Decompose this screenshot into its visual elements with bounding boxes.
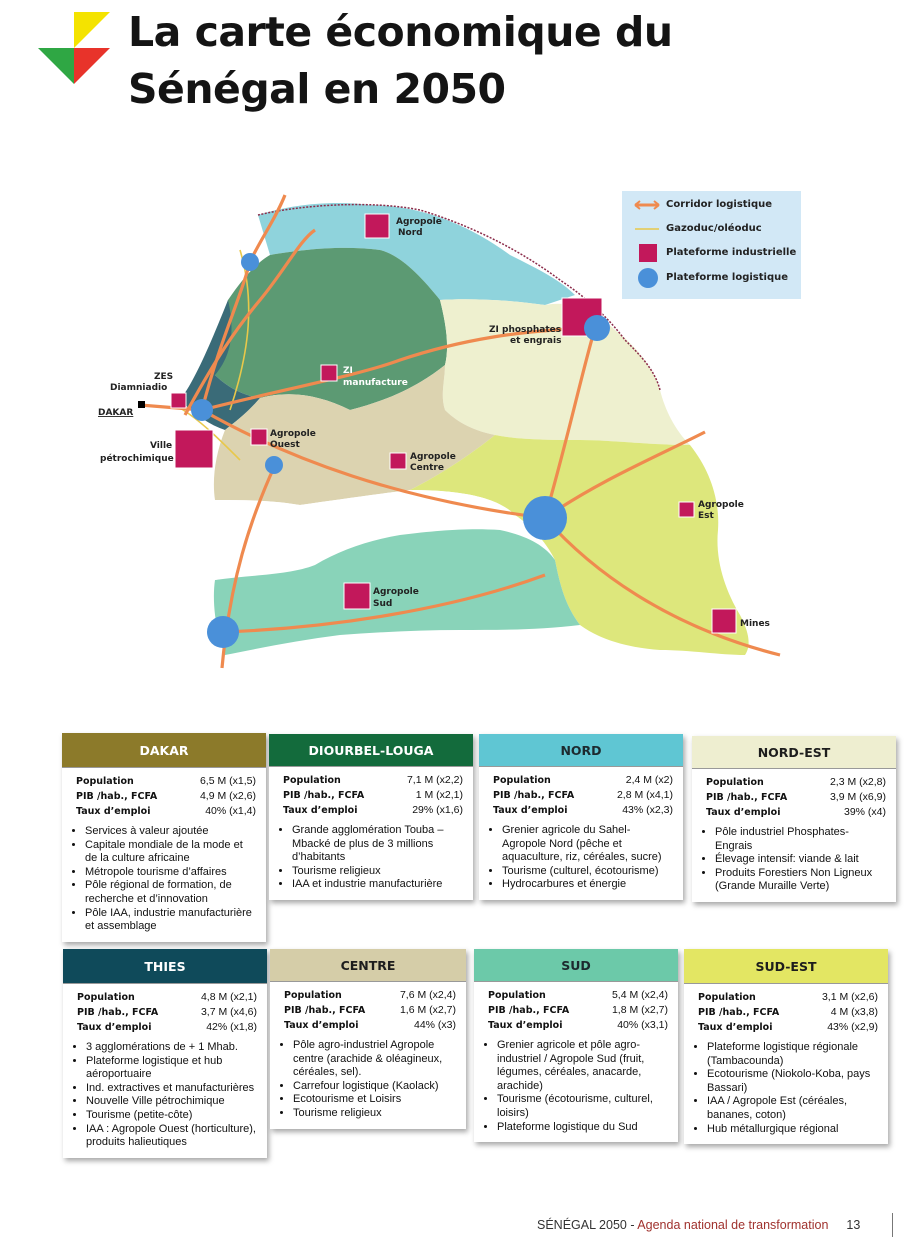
label-zi-manu-1: ZI	[343, 366, 353, 376]
stat-value-population: 7,1 M (x2,2)	[406, 774, 463, 786]
footer-brand: SÉNÉGAL 2050	[537, 1218, 627, 1232]
list-item: • Carrefour logistique (Kaolack)	[293, 1080, 456, 1094]
stat-row-emploi	[702, 805, 886, 820]
label-ville-2: pétrochimique	[100, 454, 174, 464]
region-card-title: NORD-EST	[692, 736, 896, 768]
stat-value-population: 2,3 M (x2,8)	[829, 776, 886, 788]
list-item: • Nouvelle Ville pétrochimique	[86, 1095, 257, 1109]
list-item: • 3 agglomérations de + 1 Mhab.	[86, 1041, 257, 1055]
footer-divider	[892, 1213, 893, 1237]
logistic-zi	[584, 315, 610, 341]
stat-label-population: Population	[77, 992, 135, 1003]
stat-row-population	[73, 990, 257, 1005]
flag-logo-icon	[38, 12, 110, 84]
footer	[537, 1218, 860, 1232]
stat-value-population: 4,8 M (x2,1)	[200, 991, 257, 1003]
stat-row-emploi	[73, 1020, 257, 1035]
region-diourbel-louga-shape	[215, 248, 447, 410]
region-card-title: DAKAR	[62, 733, 266, 767]
industrial-agropole-sud	[344, 583, 370, 609]
stat-value-emploi: 40% (x3,1)	[617, 1019, 668, 1031]
list-item: • Plateforme logistique du Sud	[497, 1121, 668, 1135]
list-item: • Plateforme logistique et hub aéroportuaire	[86, 1055, 257, 1082]
list-item: • Tourisme (écotourisme, culturel, loisirs)	[497, 1093, 668, 1120]
stat-label-population: Population	[284, 990, 342, 1001]
stat-label-population: Population	[283, 775, 341, 786]
region-card-title: CENTRE	[270, 949, 466, 981]
stat-label-pib: PIB /hab., FCFA	[283, 790, 365, 801]
label-agropole-centre-2: Centre	[410, 463, 444, 473]
region-card-thies	[63, 949, 267, 1158]
stat-row-emploi	[72, 804, 256, 819]
footer-sep: -	[626, 1218, 638, 1232]
stat-value-population: 3,1 M (x2,6)	[821, 991, 878, 1003]
stat-row-pib	[279, 788, 463, 803]
stat-label-population: Population	[698, 992, 756, 1003]
stat-value-pib: 1,8 M (x2,7)	[611, 1004, 668, 1016]
stat-row-population	[279, 773, 463, 788]
stat-row-pib	[73, 1005, 257, 1020]
stat-label-pib: PIB /hab., FCFA	[488, 1005, 570, 1016]
region-card-body	[63, 983, 267, 1158]
list-item: • Élevage intensif: viande & lait	[715, 853, 886, 867]
list-item: • Ind. extractives et manufacturières	[86, 1082, 257, 1096]
region-card-centre	[270, 949, 466, 1129]
stat-row-population	[484, 988, 668, 1003]
list-item: • Pôle agro-industriel Agropole centre (arachide & oléagineux, céréales, sel).	[293, 1039, 456, 1080]
list-item: • Ecotourisme et Loisirs	[293, 1093, 456, 1107]
stat-label-population: Population	[706, 777, 764, 788]
label-ville-1: Ville	[150, 441, 173, 451]
label-agropole-sud-1: Agropole	[373, 587, 419, 597]
stat-label-population: Population	[493, 775, 551, 786]
industrial-zi-manufacture	[321, 365, 337, 381]
region-card-title: THIES	[63, 949, 267, 983]
region-card-body	[684, 983, 888, 1144]
stat-value-population: 6,5 M (x1,5)	[199, 775, 256, 787]
stat-row-population	[702, 775, 886, 790]
legend-industrial	[622, 243, 801, 263]
region-card-body	[692, 768, 896, 902]
stat-label-pib: PIB /hab., FCFA	[493, 790, 575, 801]
list-item: • Plateforme logistique régionale (Tambacounda)	[707, 1041, 878, 1068]
stat-row-emploi	[489, 803, 673, 818]
label-dakar: DAKAR	[98, 408, 134, 418]
stat-row-population	[489, 773, 673, 788]
legend-pipeline-label: Gazoduc/oléoduc	[666, 223, 762, 234]
stat-label-pib: PIB /hab., FCFA	[76, 791, 158, 802]
label-zi-phos-1: ZI phosphates	[489, 325, 562, 335]
list-item: • IAA / Agropole Est (céréales, bananes, coton)	[707, 1095, 878, 1122]
label-zi-manu-2: manufacture	[343, 378, 408, 388]
region-card-diourbel-louga	[269, 734, 473, 900]
industrial-agropole-ouest	[251, 429, 267, 445]
industrial-agropole-est	[679, 502, 694, 517]
stat-value-emploi: 40% (x1,4)	[205, 805, 256, 817]
industrial-agropole-centre	[390, 453, 406, 469]
region-card-body	[479, 766, 683, 900]
stat-row-population	[280, 988, 456, 1003]
label-agropole-est-2: Est	[698, 511, 714, 521]
list-item: • Services à valeur ajoutée	[85, 825, 256, 839]
legend-logistic	[622, 268, 801, 288]
region-card-body	[269, 766, 473, 900]
region-card-nord	[479, 734, 683, 900]
stat-label-pib: PIB /hab., FCFA	[706, 792, 788, 803]
title-line-1: La carte économique du	[128, 8, 673, 56]
stat-row-emploi	[279, 803, 463, 818]
list-item: • Ecotourisme (Niokolo-Koba, pays Bassari)	[707, 1068, 878, 1095]
logistic-dakar	[191, 399, 213, 421]
list-item: • Tourisme religieux	[293, 1107, 456, 1121]
list-item: • Pôle industriel Phosphates-Engrais	[715, 826, 886, 853]
stat-row-pib	[489, 788, 673, 803]
stat-label-population: Population	[488, 990, 546, 1001]
stat-value-emploi: 43% (x2,9)	[827, 1021, 878, 1033]
page-title	[128, 4, 673, 118]
list-item: • Hydrocarbures et énergie	[502, 878, 673, 892]
stat-value-emploi: 43% (x2,3)	[622, 804, 673, 816]
region-bullets	[279, 824, 463, 892]
region-card-nord-est	[692, 736, 896, 902]
region-bullets	[694, 1041, 878, 1136]
stat-value-pib: 1 M (x2,1)	[415, 789, 463, 801]
label-zes-2: Diamniadio	[110, 383, 168, 393]
stat-value-emploi: 29% (x1,6)	[412, 804, 463, 816]
stat-value-pib: 1,6 M (x2,7)	[399, 1004, 456, 1016]
list-item: • IAA et industrie manufacturière	[292, 878, 463, 892]
list-item: • Métropole tourisme d’affaires	[85, 866, 256, 880]
stat-label-emploi: Taux d’emploi	[284, 1020, 359, 1031]
stat-value-population: 2,4 M (x2)	[625, 774, 673, 786]
region-card-title: DIOURBEL-LOUGA	[269, 734, 473, 766]
stat-value-pib: 4,9 M (x2,6)	[199, 790, 256, 802]
industrial-mines	[712, 609, 736, 633]
label-agropole-est-1: Agropole	[698, 500, 744, 510]
stat-label-pib: PIB /hab., FCFA	[284, 1005, 366, 1016]
region-bullets	[489, 824, 673, 892]
legend-corridor	[622, 195, 801, 215]
region-bullets	[702, 826, 886, 894]
stat-label-emploi: Taux d’emploi	[706, 807, 781, 818]
stat-value-emploi: 44% (x3)	[413, 1019, 456, 1031]
stat-value-emploi: 42% (x1,8)	[206, 1021, 257, 1033]
footer-subtitle: Agenda national de transformation	[637, 1218, 829, 1232]
industrial-zes	[171, 393, 186, 408]
label-agropole-nord-2: Nord	[398, 228, 423, 238]
stat-row-pib	[702, 790, 886, 805]
label-agropole-centre-1: Agropole	[410, 452, 456, 462]
logistic-nord	[241, 253, 259, 271]
region-bullets	[484, 1039, 668, 1134]
list-item: • IAA : Agropole Ouest (horticulture), produits halieutiques	[86, 1123, 257, 1150]
legend-logistic-label: Plateforme logistique	[666, 272, 789, 283]
legend-pipeline	[622, 219, 801, 239]
label-agropole-sud-2: Sud	[373, 599, 393, 609]
region-card-body	[474, 981, 678, 1142]
stat-value-pib: 3,9 M (x6,9)	[829, 791, 886, 803]
page-number: 13	[846, 1218, 861, 1232]
stat-label-pib: PIB /hab., FCFA	[698, 1007, 780, 1018]
list-item: • Pôle IAA, industrie manufacturière et assemblage	[85, 907, 256, 934]
stat-label-pib: PIB /hab., FCFA	[77, 1007, 159, 1018]
list-item: • Grenier agricole et pôle agro-industriel / Agropole Sud (fruit, légumes, céréales, anacarde, arachide)	[497, 1039, 668, 1093]
stat-row-population	[72, 774, 256, 789]
stat-label-emploi: Taux d’emploi	[76, 806, 151, 817]
stat-row-population	[694, 990, 878, 1005]
label-mines: Mines	[740, 619, 770, 629]
region-bullets	[280, 1039, 456, 1121]
stat-label-emploi: Taux d’emploi	[488, 1020, 563, 1031]
region-card-body	[270, 981, 466, 1129]
industrial-ville-petro	[175, 430, 213, 468]
title-line-2: Sénégal en 2050	[128, 65, 506, 113]
label-agropole-nord-1: Agropole	[396, 217, 442, 227]
logistic-centre	[523, 496, 567, 540]
label-agropole-ouest-1: Agropole	[270, 429, 316, 439]
region-card-dakar	[62, 733, 266, 942]
logistic-sud	[207, 616, 239, 648]
stat-value-pib: 3,7 M (x4,6)	[200, 1006, 257, 1018]
stat-label-emploi: Taux d’emploi	[698, 1022, 773, 1033]
map-legend	[622, 191, 801, 299]
stat-row-pib	[72, 789, 256, 804]
list-item: • Grenier agricole du Sahel-Agropole Nord (pêche et aquaculture, riz, céréales, sucre)	[502, 824, 673, 865]
stat-row-emploi	[694, 1020, 878, 1035]
label-agropole-ouest-2: Ouest	[270, 440, 300, 450]
list-item: • Tourisme religieux	[292, 865, 463, 879]
region-bullets	[73, 1041, 257, 1150]
industrial-agropole-nord	[365, 214, 389, 238]
stat-row-pib	[694, 1005, 878, 1020]
region-card-title: SUD	[474, 949, 678, 981]
region-card-title: NORD	[479, 734, 683, 766]
legend-corridor-label: Corridor logistique	[666, 199, 773, 210]
label-zes-1: ZES	[154, 372, 174, 382]
stat-value-pib: 4 M (x3,8)	[830, 1006, 878, 1018]
region-card-title: SUD-EST	[684, 949, 888, 983]
list-item: • Tourisme (culturel, écotourisme)	[502, 865, 673, 879]
stat-value-population: 7,6 M (x2,4)	[399, 989, 456, 1001]
legend-industrial-label: Plateforme industrielle	[666, 247, 797, 258]
stat-row-pib	[280, 1003, 456, 1018]
region-card-sud	[474, 949, 678, 1142]
stat-row-pib	[484, 1003, 668, 1018]
stat-row-emploi	[484, 1018, 668, 1033]
stat-label-emploi: Taux d’emploi	[493, 805, 568, 816]
list-item: • Pôle régional de formation, de recherche et d’innovation	[85, 879, 256, 906]
list-item: • Tourisme (petite-côte)	[86, 1109, 257, 1123]
stat-label-population: Population	[76, 776, 134, 787]
region-card-body	[62, 767, 266, 942]
label-zi-phos-2: et engrais	[510, 336, 562, 346]
stat-value-pib: 2,8 M (x4,1)	[616, 789, 673, 801]
stat-label-emploi: Taux d’emploi	[77, 1022, 152, 1033]
logistic-ouest	[265, 456, 283, 474]
stat-value-emploi: 39% (x4)	[843, 806, 886, 818]
stat-value-population: 5,4 M (x2,4)	[611, 989, 668, 1001]
list-item: • Grande agglomération Touba – Mbacké de plus de 3 millions d’habitants	[292, 824, 463, 865]
stat-row-emploi	[280, 1018, 456, 1033]
list-item: • Produits Forestiers Non Ligneux (Grande Muraille Verte)	[715, 867, 886, 894]
list-item: • Hub métallurgique régional	[707, 1123, 878, 1137]
list-item: • Capitale mondiale de la mode et de la culture africaine	[85, 839, 256, 866]
region-bullets	[72, 825, 256, 934]
region-card-sud-est	[684, 949, 888, 1144]
stat-label-emploi: Taux d’emploi	[283, 805, 358, 816]
